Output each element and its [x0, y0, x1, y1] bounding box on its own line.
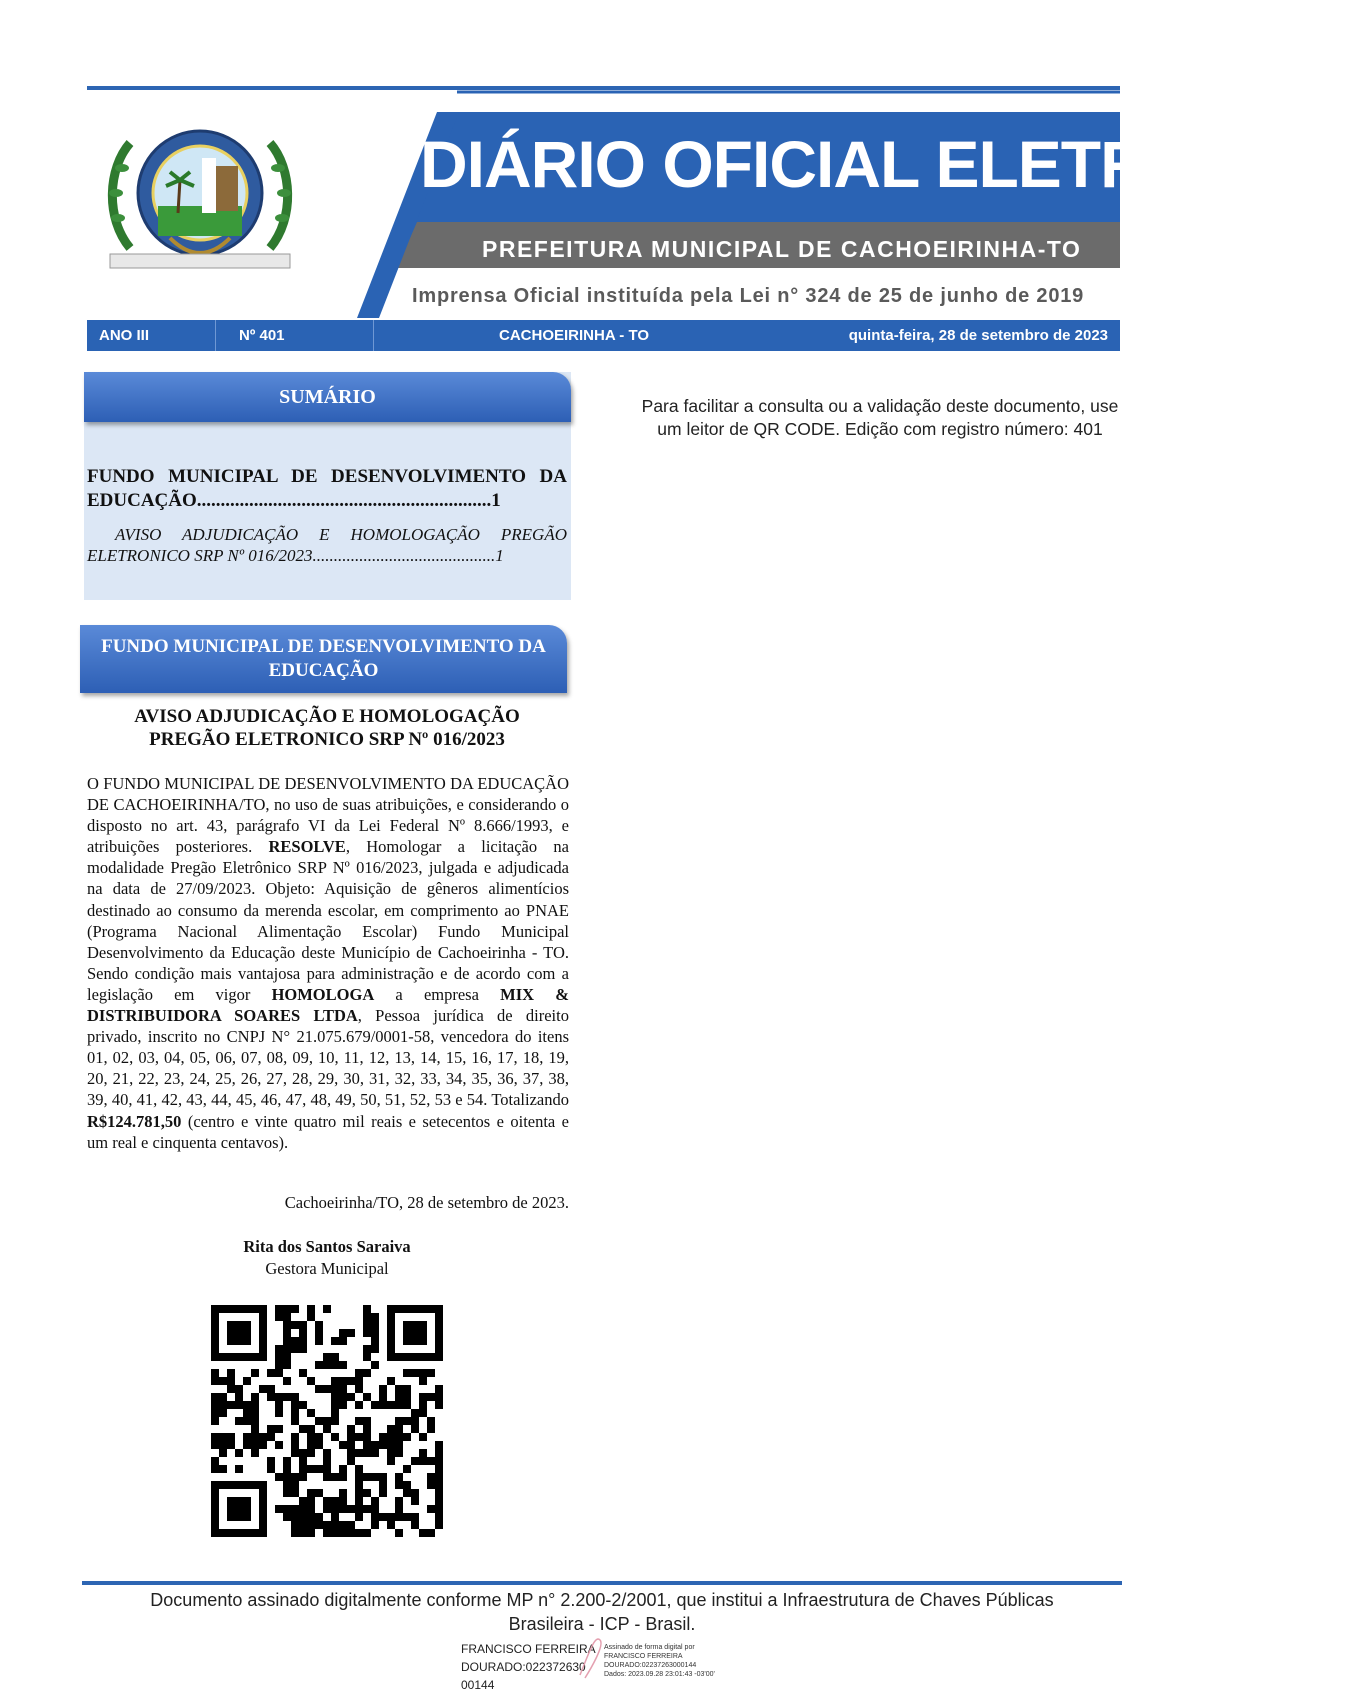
- header-law-line: Imprensa Oficial instituída pela Lei n° 324 de 25 de junho de 2019: [412, 285, 1085, 307]
- stamp-line: FRANCISCO FERREIRA: [604, 1653, 683, 1660]
- stamp-line: Dados: 2023.09.28 23:01:43 -03'00': [604, 1671, 715, 1678]
- summary-heading: SUMÁRIO: [84, 372, 571, 422]
- footer-line1: Documento assinado digitalmente conforme MP n° 2.200-2/2001, que institui a Infraestrutura de Chaves Públicas: [150, 1590, 1054, 1610]
- edition-date: quinta-feira, 28 de setembro de 2023: [848, 327, 1108, 344]
- footer-line2: Brasileira - ICP - Brasil.: [508, 1614, 696, 1634]
- signer-role: Gestora Municipal: [265, 1259, 389, 1278]
- qr-note: Para facilitar a consulta ou a validação deste documento, use um leitor de QR CODE. Edição com registro número: 401: [641, 396, 1119, 439]
- notice-title-line2: PREGÃO ELETRONICO SRP Nº 016/2023: [149, 729, 505, 750]
- place-date: Cachoeirinha/TO, 28 de setembro de 2023.: [284, 1193, 569, 1212]
- body-bold-company: MIX & DISTRIBUIDORA SOARES LTDA: [87, 984, 569, 1026]
- digital-signature-stamp: [604, 1643, 754, 1679]
- body-text: a empresa: [374, 984, 501, 1004]
- body-text: O FUNDO MUNICIPAL DE DESENVOLVIMENTO DA EDUCAÇÃO DE CACHOEIRINHA/TO, no uso de suas atribuições, e considerando o disposto no art. 43, parágrafo VI da Lei Federal Nº 8.666/1993, e atribuições posteriores.: [87, 774, 569, 857]
- notice-title-line1: AVISO ADJUDICAÇÃO E HOMOLOGAÇÃO: [134, 706, 520, 727]
- header-top-rule: [87, 86, 1120, 90]
- footer-notice: [82, 1588, 1122, 1636]
- stamp-line: DOURADO:02237263000144: [604, 1662, 697, 1669]
- summary-entry-section[interactable]: FUNDO MUNICIPAL DE DESENVOLVIMENTO DA EDUCAÇÃO..............................................................1: [87, 466, 567, 511]
- body-bold-amount: R$124.781,50: [87, 1111, 182, 1131]
- notice-body: [87, 773, 569, 1153]
- summary-entry-notice[interactable]: AVISO ADJUDICAÇÃO E HOMOLOGAÇÃO PREGÃO ELETRONICO SRP Nº 016/2023...........................................1: [87, 525, 567, 565]
- edition-city: CACHOEIRINHA - TO: [499, 327, 649, 344]
- qr-code[interactable]: [211, 1305, 443, 1537]
- signer-name: Rita dos Santos Saraiva: [243, 1237, 411, 1256]
- edition-ribbon: [87, 320, 1120, 351]
- digital-signer-line: 00144: [461, 1678, 495, 1692]
- municipal-coat-of-arms: [100, 118, 300, 278]
- digital-signer-line: FRANCISCO FERREIRA: [461, 1642, 596, 1656]
- header-title: DIÁRIO OFICIAL ELETRÔNICO: [420, 127, 1358, 201]
- edition-number: Nº 401: [239, 327, 285, 344]
- footer-rule: [82, 1581, 1122, 1585]
- edition-year: ANO III: [99, 327, 150, 344]
- ribbon-divider: [215, 320, 216, 351]
- body-text: , Homologar a licitação na modalidade Pregão Eletrônico SRP Nº 016/2023, julgada e adjudicada na data de 27/09/2023. Objeto: Aquisição de gêneros alimentícios destinado ao consumo da merenda escolar, em comprimento ao PNAE (Programa Nacional Alimentação Escolar) Fundo Municipal Desenvolvimento da Educação deste Município de Cachoeirinha - TO. Sendo condição mais vantajosa para administração e de acordo com a legislação em vigor: [87, 837, 569, 1004]
- body-text: , Pessoa jurídica de direito privado, inscrito no CNPJ N° 21.075.679/0001-58, vencedora do itens 01, 02, 03, 04, 05, 06, 07, 08, 09, 10, 11, 12, 13, 14, 15, 16, 17, 18, 19, 20, 21, 22, 23, 24, 25, 26, 27, 28, 29, 30, 31, 32, 33, 34, 35, 36, 37, 38, 39, 40, 41, 42, 43, 44, 45, 46, 47, 48, 49, 50, 51, 52, 53 e 54. Totalizando: [87, 1006, 569, 1110]
- ribbon-divider: [373, 320, 374, 351]
- stamp-line: Assinado de forma digital por: [604, 1644, 695, 1651]
- section-heading: FUNDO MUNICIPAL DE DESENVOLVIMENTO DA EDUCAÇÃO: [80, 625, 567, 693]
- body-bold-resolve: RESOLVE: [268, 837, 346, 857]
- header-subtitle: PREFEITURA MUNICIPAL DE CACHOEIRINHA-TO: [482, 236, 1082, 262]
- body-text: (centro e vinte quatro mil reais e setecentos e oitenta e um real e cinquenta centavos).: [87, 1111, 569, 1152]
- body-bold-homologa: HOMOLOGA: [271, 984, 375, 1004]
- signature-block: [87, 1236, 567, 1280]
- notice-title: [87, 705, 567, 751]
- digital-signer-line: DOURADO:022372630: [461, 1660, 586, 1674]
